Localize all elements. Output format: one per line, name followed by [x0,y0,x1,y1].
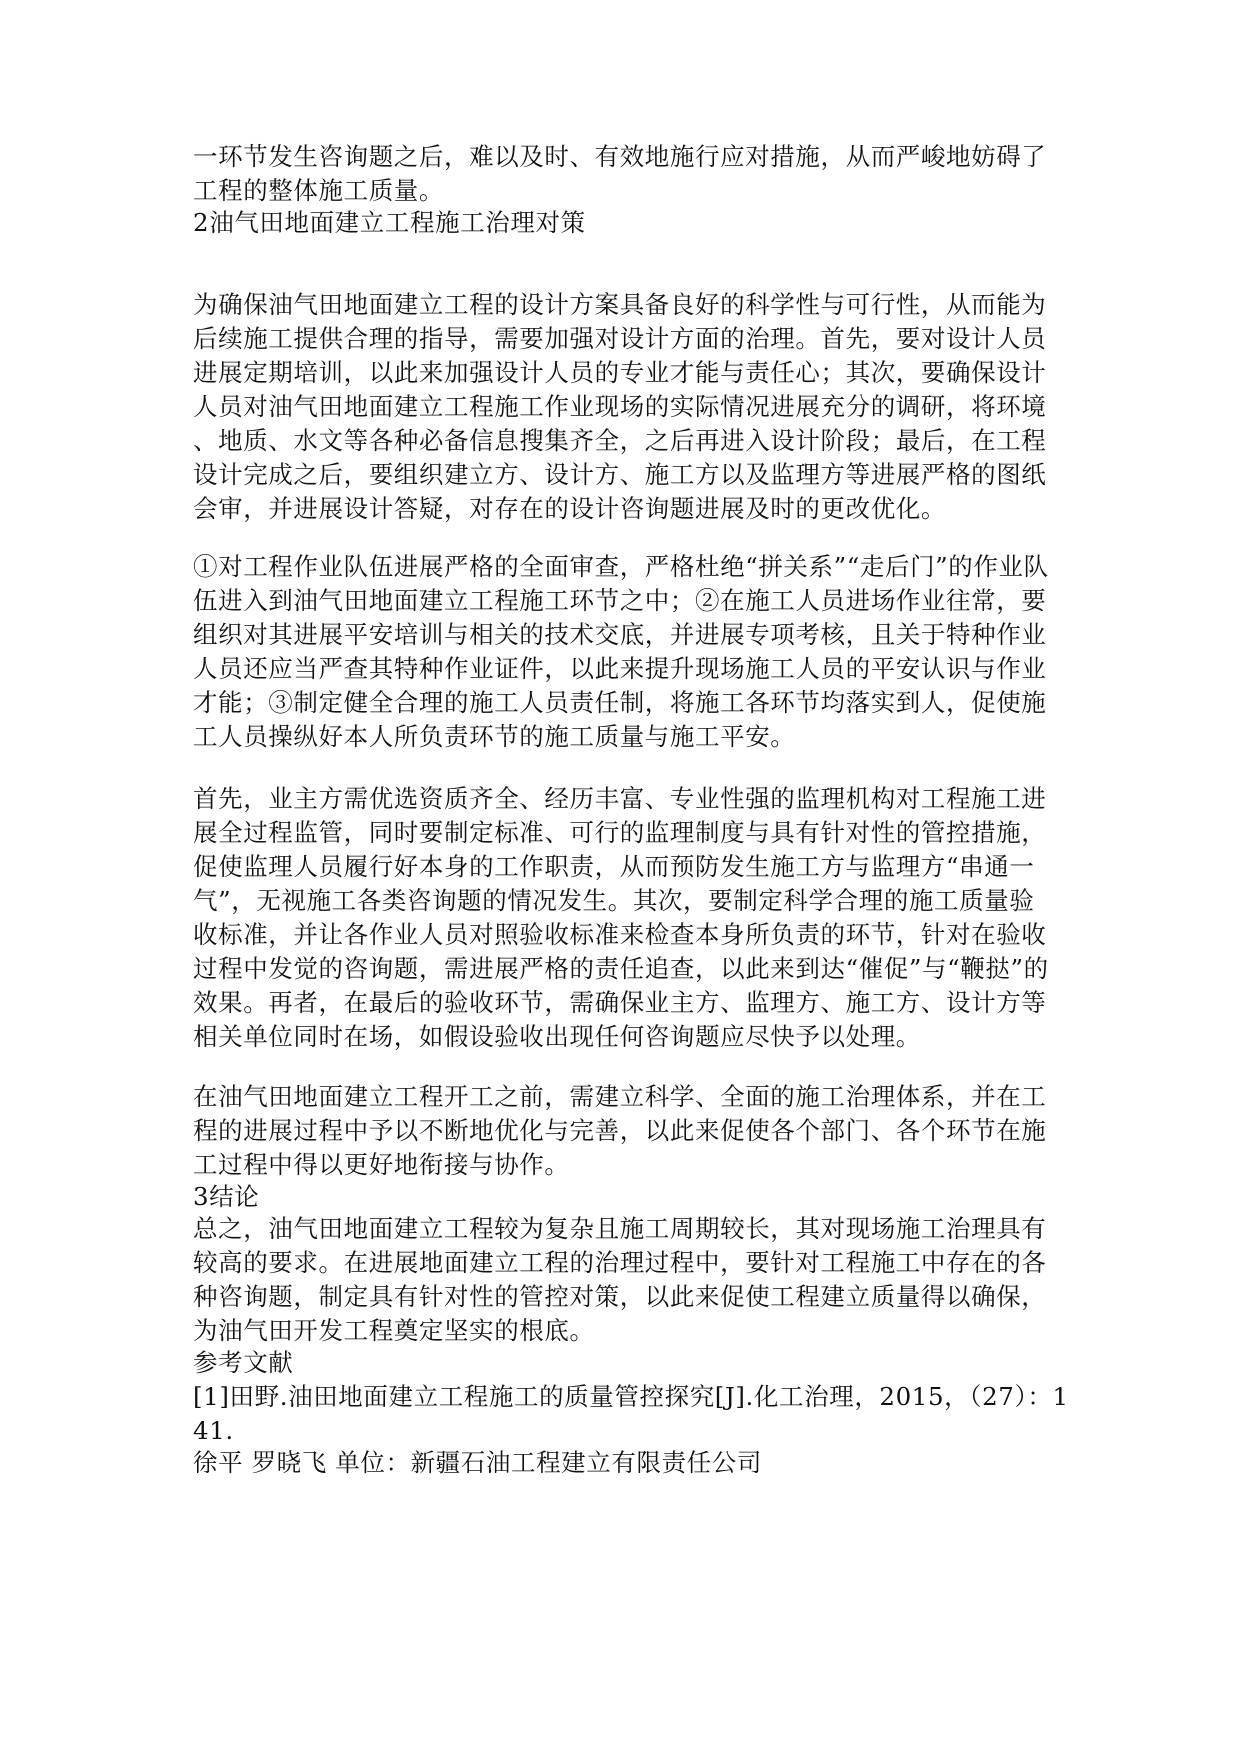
text-line: 人员还应当严查其特种作业证件，以此来提升现场施工人员的平安认识与作业 [193,654,1047,683]
text-line: 较高的要求。在进展地面建立工程的治理过程中，要针对工程施工中存在的各 [193,1248,1047,1277]
text-line: 工程的整体施工质量。 [193,176,444,205]
text-line: 首先，业主方需优选资质齐全、经历丰富、专业性强的监理机构对工程施工进 [193,784,1047,813]
text-line: 种咨询题，制定具有针对性的管控对策，以此来促使工程建立质量得以确保， [193,1282,1047,1311]
text-line: 为确保油气田地面建立工程的设计方案具备良好的科学性与可行性，从而能为 [193,290,1047,319]
text-line: 后续施工提供合理的指导，需要加强对设计方面的治理。首先，要对设计人员 [193,324,1047,353]
text-line: 总之，油气田地面建立工程较为复杂且施工周期较长，其对现场施工治理具有 [193,1214,1047,1243]
references-heading: 参考文献 [193,1348,294,1377]
reference-item: [1]田野.油田地面建立工程施工的质量管控探究[J].化工治理，2015，（27）：1 [193,1382,1069,1411]
text-line: ①对工程作业队伍进展严格的全面审查，严格杜绝“拼关系”“走后门”的作业队 [193,552,1049,581]
text-line: 工人员操纵好本人所负责环节的施工质量与施工平安。 [193,722,796,751]
text-line: 设计完成之后，要组织建立方、设计方、施工方以及监理方等进展严格的图纸 [193,460,1047,489]
text-line: 一环节发生咨询题之后，难以及时、有效地施行应对措施，从而严峻地妨碍了 [193,142,1047,171]
text-line: 气”，无视施工各类咨询题的情况发生。其次，要制定科学合理的施工质量验 [193,886,1035,915]
text-line: 伍进入到油气田地面建立工程施工环节之中；②在施工人员进场作业往常，要 [193,586,1047,615]
text-line: 才能；③制定健全合理的施工人员责任制，将施工各环节均落实到人，促使施 [193,688,1047,717]
text-line: 在油气田地面建立工程开工之前，需建立科学、全面的施工治理体系，并在工 [193,1082,1047,1111]
text-line: 组织对其进展平安培训与相关的技术交底，并进展专项考核，且关于特种作业 [193,620,1047,649]
text-line: 工过程中得以更好地衔接与协作。 [193,1150,570,1179]
text-line: 效果。再者，在最后的验收环节，需确保业主方、监理方、施工方、设计方等 [193,988,1047,1017]
text-line: 为油气田开发工程奠定坚实的根底。 [193,1316,595,1345]
text-line: 人员对油气田地面建立工程施工作业现场的实际情况进展充分的调研，将环境 [193,392,1047,421]
section-heading: 3结论 [193,1182,260,1211]
text-line: 展全过程监管，同时要制定标准、可行的监理制度与具有针对性的管控措施， [193,818,1047,847]
text-line: 收标准，并让各作业人员对照验收标准来检查本身所负责的环节，针对在验收 [193,920,1047,949]
text-line: 、地质、水文等各种必备信息搜集齐全，之后再进入设计阶段；最后，在工程 [193,426,1047,455]
author-line: 徐平 罗晓飞 单位：新疆石油工程建立有限责任公司 [193,1448,762,1477]
text-line: 促使监理人员履行好本身的工作职责，从而预防发生施工方与监理方“串通一 [193,852,1035,881]
text-line: 程的进展过程中予以不断地优化与完善，以此来促使各个部门、各个环节在施 [193,1116,1047,1145]
text-line: 相关单位同时在场，如假设验收出现任何咨询题应尽快予以处理。 [193,1022,921,1051]
text-line: 进展定期培训，以此来加强设计人员的专业才能与责任心；其次，要确保设计 [193,358,1047,387]
reference-item: 41. [193,1416,234,1445]
section-heading: 2油气田地面建立工程施工治理对策 [193,208,586,237]
text-line: 会审，并进展设计答疑，对存在的设计咨询题进展及时的更改优化。 [193,494,946,523]
text-line: 过程中发觉的咨询题，需进展严格的责任追查，以此来到达“催促”与“鞭挞”的 [193,954,1049,983]
